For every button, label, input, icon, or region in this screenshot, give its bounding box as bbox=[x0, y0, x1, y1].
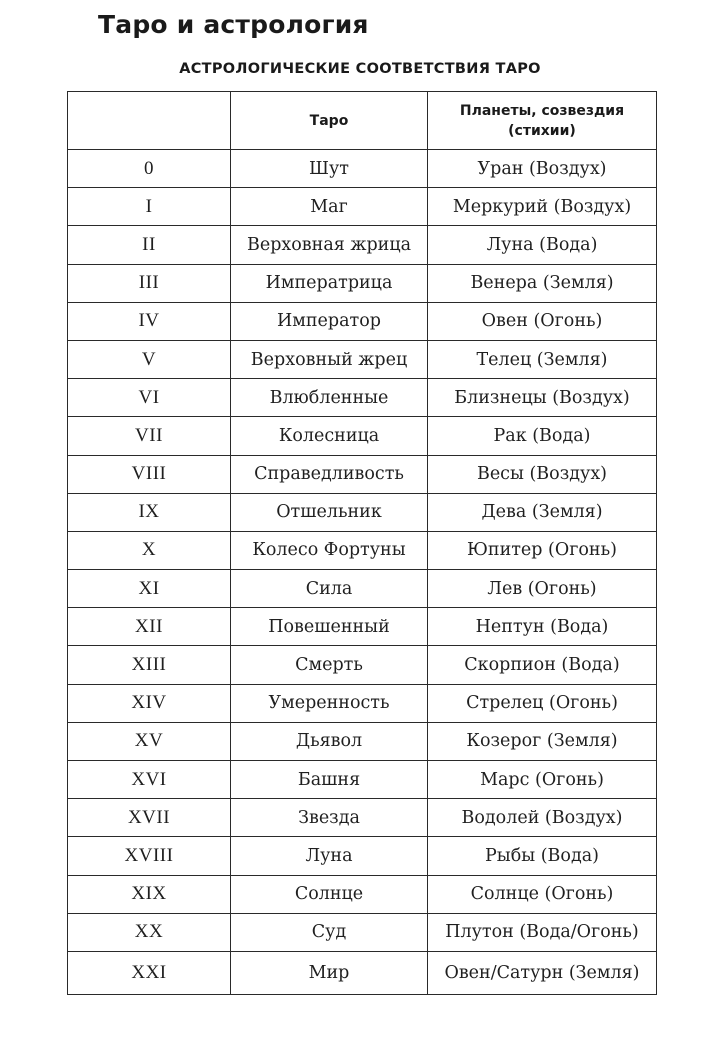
arcana-number: XVII bbox=[68, 799, 231, 837]
arcana-number: X bbox=[68, 531, 231, 569]
arcana-number: VI bbox=[68, 379, 231, 417]
planet-element: Солнце (Огонь) bbox=[428, 875, 657, 913]
arcana-number: V bbox=[68, 340, 231, 378]
table-title: АСТРОЛОГИЧЕСКИЕ СООТВЕТСТВИЯ ТАРО bbox=[179, 61, 541, 77]
running-head: Таро и астрология bbox=[98, 10, 369, 39]
table-body bbox=[68, 150, 657, 995]
tarot-card: Луна bbox=[231, 837, 428, 875]
tarot-card: Верховный жрец bbox=[231, 340, 428, 378]
tarot-card: Верховная жрица bbox=[231, 226, 428, 264]
arcana-number: VIII bbox=[68, 455, 231, 493]
tarot-card: Влюбленные bbox=[231, 379, 428, 417]
tarot-card: Солнце bbox=[231, 875, 428, 913]
table-row bbox=[68, 340, 657, 378]
tarot-card: Умеренность bbox=[231, 684, 428, 722]
tarot-card: Императрица bbox=[231, 264, 428, 302]
header-planet bbox=[428, 92, 657, 150]
arcana-number: XIV bbox=[68, 684, 231, 722]
tarot-card: Мир bbox=[231, 951, 428, 994]
arcana-number: XIII bbox=[68, 646, 231, 684]
planet-element: Рак (Вода) bbox=[428, 417, 657, 455]
arcana-number: XX bbox=[68, 913, 231, 951]
planet-element: Лев (Огонь) bbox=[428, 570, 657, 608]
planet-element: Стрелец (Огонь) bbox=[428, 684, 657, 722]
table-row bbox=[68, 722, 657, 760]
planet-element: Водолей (Воздух) bbox=[428, 799, 657, 837]
planet-element: Овен/Сатурн (Земля) bbox=[428, 951, 657, 994]
arcana-number: IX bbox=[68, 493, 231, 531]
arcana-number: XIX bbox=[68, 875, 231, 913]
arcana-number: I bbox=[68, 188, 231, 226]
table-row bbox=[68, 608, 657, 646]
tarot-card: Смерть bbox=[231, 646, 428, 684]
arcana-number: XV bbox=[68, 722, 231, 760]
planet-element: Плутон (Вода/Огонь) bbox=[428, 913, 657, 951]
planet-element: Козерог (Земля) bbox=[428, 722, 657, 760]
tarot-card: Отшельник bbox=[231, 493, 428, 531]
planet-element: Телец (Земля) bbox=[428, 340, 657, 378]
planet-element: Овен (Огонь) bbox=[428, 302, 657, 340]
tarot-card: Колесница bbox=[231, 417, 428, 455]
tarot-card: Звезда bbox=[231, 799, 428, 837]
table-row bbox=[68, 417, 657, 455]
tarot-card: Повешенный bbox=[231, 608, 428, 646]
tarot-card: Сила bbox=[231, 570, 428, 608]
table-row bbox=[68, 531, 657, 569]
arcana-number: XVI bbox=[68, 761, 231, 799]
table-row bbox=[68, 302, 657, 340]
arcana-number: XII bbox=[68, 608, 231, 646]
planet-element: Меркурий (Воздух) bbox=[428, 188, 657, 226]
table-row bbox=[68, 951, 657, 994]
arcana-number: XI bbox=[68, 570, 231, 608]
tarot-card: Справедливость bbox=[231, 455, 428, 493]
arcana-number: II bbox=[68, 226, 231, 264]
planet-element: Марс (Огонь) bbox=[428, 761, 657, 799]
tarot-card: Колесо Фортуны bbox=[231, 531, 428, 569]
table-row bbox=[68, 264, 657, 302]
table-row bbox=[68, 646, 657, 684]
tarot-correspondence-table bbox=[67, 91, 657, 995]
tarot-card: Шут bbox=[231, 150, 428, 188]
table-row bbox=[68, 455, 657, 493]
table-header bbox=[68, 92, 657, 150]
table-row bbox=[68, 570, 657, 608]
planet-element: Весы (Воздух) bbox=[428, 455, 657, 493]
planet-element: Близнецы (Воздух) bbox=[428, 379, 657, 417]
planet-element: Нептун (Вода) bbox=[428, 608, 657, 646]
table-row bbox=[68, 799, 657, 837]
planet-element: Дева (Земля) bbox=[428, 493, 657, 531]
table-row bbox=[68, 188, 657, 226]
table-row bbox=[68, 837, 657, 875]
table-row bbox=[68, 875, 657, 913]
table-row bbox=[68, 493, 657, 531]
planet-element: Луна (Вода) bbox=[428, 226, 657, 264]
arcana-number: XVIII bbox=[68, 837, 231, 875]
planet-element: Юпитер (Огонь) bbox=[428, 531, 657, 569]
header-planet-line1: Планеты, созвездия bbox=[459, 102, 625, 119]
header-number bbox=[68, 92, 231, 150]
arcana-number: 0 bbox=[68, 150, 231, 188]
table-row bbox=[68, 761, 657, 799]
tarot-card: Маг bbox=[231, 188, 428, 226]
table-row bbox=[68, 226, 657, 264]
header-planet-line2: (стихии) bbox=[508, 122, 576, 139]
header-row bbox=[68, 92, 657, 150]
arcana-number: XXI bbox=[68, 951, 231, 994]
planet-element: Уран (Воздух) bbox=[428, 150, 657, 188]
planet-element: Венера (Земля) bbox=[428, 264, 657, 302]
arcana-number: IV bbox=[68, 302, 231, 340]
table-row bbox=[68, 913, 657, 951]
arcana-number: III bbox=[68, 264, 231, 302]
arcana-number: VII bbox=[68, 417, 231, 455]
table-row bbox=[68, 150, 657, 188]
table-row bbox=[68, 684, 657, 722]
planet-element: Рыбы (Вода) bbox=[428, 837, 657, 875]
tarot-card: Башня bbox=[231, 761, 428, 799]
tarot-card: Дьявол bbox=[231, 722, 428, 760]
header-tarot: Таро bbox=[231, 92, 428, 150]
planet-element: Скорпион (Вода) bbox=[428, 646, 657, 684]
tarot-card: Император bbox=[231, 302, 428, 340]
tarot-card: Суд bbox=[231, 913, 428, 951]
table-row bbox=[68, 379, 657, 417]
